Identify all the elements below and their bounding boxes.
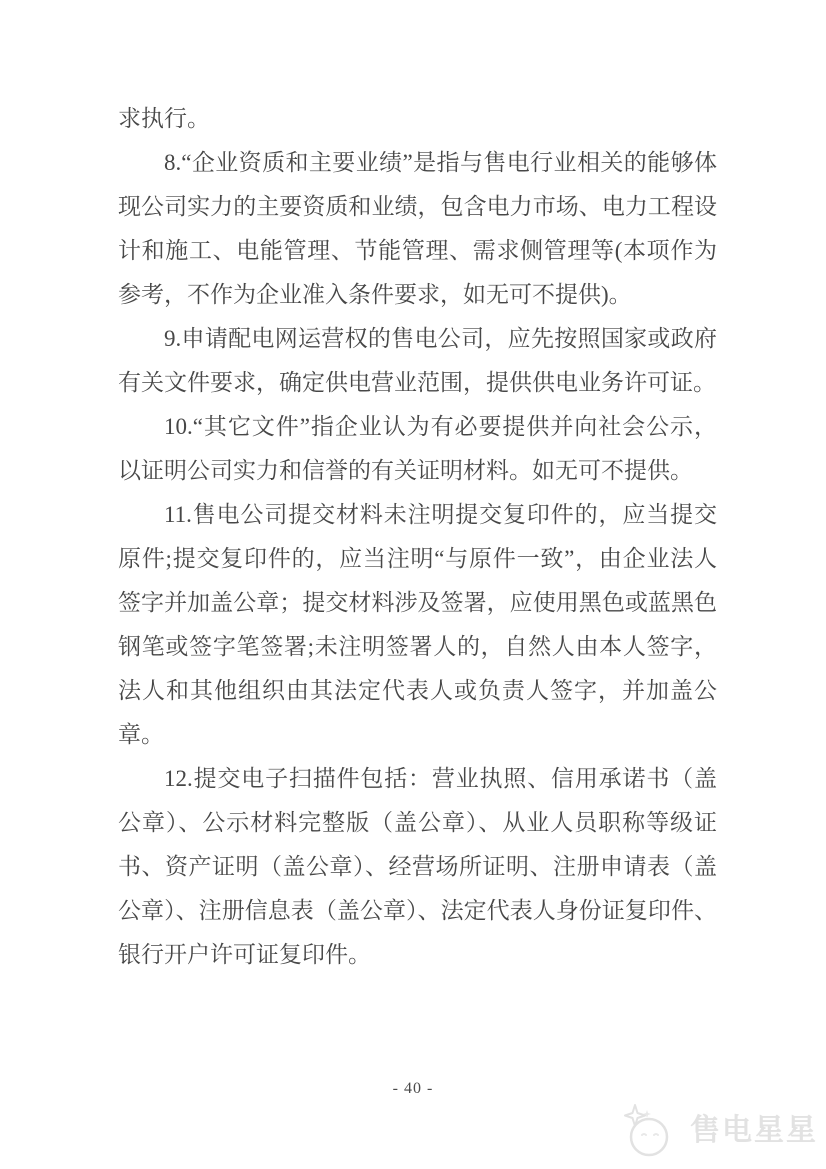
- star-circle-logo-icon: [618, 1102, 676, 1160]
- paragraph-item-10: 10.“其它文件”指企业认为有必要提供并向社会公示，以证明公司实力和信誉的有关证明材料。如无可不提供。: [118, 414, 717, 483]
- document-body: [118, 97, 717, 977]
- watermark-text: 售电星星: [690, 1114, 818, 1147]
- paragraph-item-11: 11.售电公司提交材料未注明提交复印件的，应当提交原件;提交复印件的，应当注明“与原件一致”，由企业法人签字并加盖公章；提交材料涉及签署，应使用黑色或蓝黑色钢笔或签字笔签署;未注明签署人的，自然人由本人签字，法人和其他组织由其法定代表人或负责人签字，并加盖公章。: [118, 502, 717, 747]
- paragraph-item-9: 9.申请配电网运营权的售电公司，应先按照国家或政府有关文件要求，确定供电营业范围，提供供电业务许可证。: [118, 326, 717, 395]
- page-number: - 40 -: [392, 1080, 434, 1097]
- paragraph-continuation: 求执行。: [118, 106, 210, 131]
- paragraph-item-8: 8.“企业资质和主要业绩”是指与售电行业相关的能够体现公司实力的主要资质和业绩，包含电力市场、电力工程设计和施工、电能管理、节能管理、需求侧管理等(本项作为参考，不作为企业准入条件要求，如无可不提供)。: [118, 150, 717, 307]
- watermark: [618, 1102, 818, 1160]
- paragraph-item-12: 12.提交电子扫描件包括：营业执照、信用承诺书（盖公章）、公示材料完整版（盖公章）、从业人员职称等级证书、资产证明（盖公章）、经营场所证明、注册申请表（盖公章）、注册信息表（盖公章）、法定代表人身份证复印件、银行开户许可证复印件。: [118, 766, 717, 967]
